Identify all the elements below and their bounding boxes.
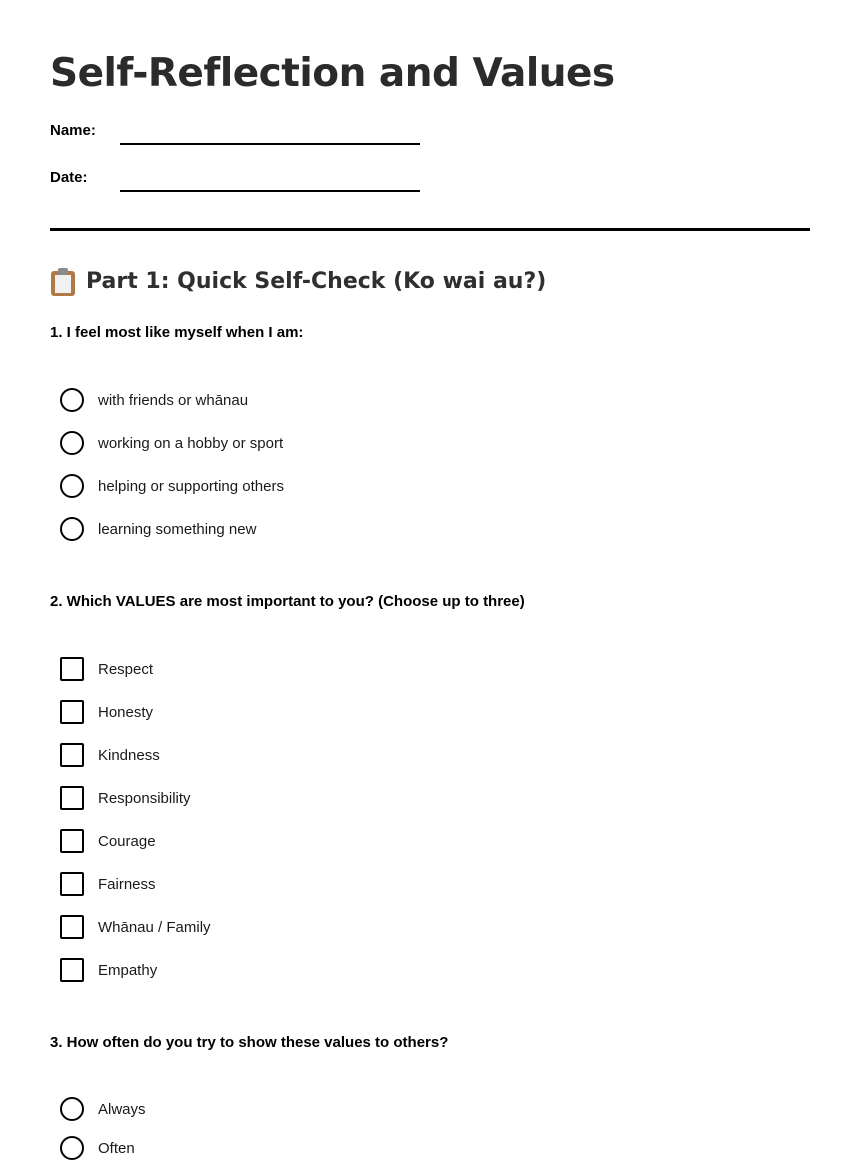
- checkbox[interactable]: [60, 657, 84, 681]
- radio-button[interactable]: [60, 1097, 84, 1121]
- checkbox[interactable]: [60, 958, 84, 982]
- option-label: helping or supporting others: [98, 477, 284, 495]
- checkbox[interactable]: [60, 915, 84, 939]
- option-label: Always: [98, 1100, 146, 1118]
- radio-button[interactable]: [60, 388, 84, 412]
- q2-option-7[interactable]: [60, 914, 211, 940]
- q3-option-1[interactable]: [60, 1096, 146, 1122]
- option-label: with friends or whānau: [98, 391, 249, 409]
- q2-option-2[interactable]: [60, 699, 153, 725]
- page-title: Self-Reflection and Values: [50, 51, 615, 96]
- radio-button[interactable]: [60, 431, 84, 455]
- radio-button[interactable]: [60, 517, 84, 541]
- question-3: 3. How often do you try to show these values to others?: [50, 1034, 449, 1051]
- checkbox[interactable]: [60, 829, 84, 853]
- part1-title: Part 1: Quick Self-Check (Ko wai au?): [86, 269, 547, 294]
- option-label: Fairness: [98, 875, 156, 893]
- option-label: Responsibility: [98, 789, 191, 807]
- q1-option-4[interactable]: [60, 516, 256, 542]
- q2-option-1[interactable]: [60, 656, 153, 682]
- q2-option-8[interactable]: [60, 957, 157, 983]
- option-label: learning something new: [98, 520, 257, 538]
- question-1: 1. I feel most like myself when I am:: [50, 324, 304, 341]
- name-input-line[interactable]: [120, 143, 420, 145]
- q1-option-1[interactable]: [60, 387, 248, 413]
- radio-button[interactable]: [60, 474, 84, 498]
- checkbox[interactable]: [60, 700, 84, 724]
- clipboard-icon: [50, 268, 76, 296]
- option-label: Empathy: [98, 961, 158, 979]
- option-label: Often: [98, 1139, 135, 1157]
- option-label: Courage: [98, 832, 156, 850]
- part1-heading: [50, 266, 546, 298]
- option-label: Honesty: [98, 703, 154, 721]
- q3-option-2[interactable]: [60, 1135, 135, 1161]
- q2-option-6[interactable]: [60, 871, 156, 897]
- question-2: 2. Which VALUES are most important to you? (Choose up to three): [50, 593, 525, 610]
- option-label: working on a hobby or sport: [98, 434, 284, 452]
- option-label: Whānau / Family: [98, 918, 211, 936]
- name-label: Name:: [50, 122, 96, 139]
- q2-option-5[interactable]: [60, 828, 156, 854]
- q1-option-2[interactable]: [60, 430, 283, 456]
- checkbox[interactable]: [60, 872, 84, 896]
- q1-option-3[interactable]: [60, 473, 284, 499]
- checkbox[interactable]: [60, 743, 84, 767]
- date-input-line[interactable]: [120, 190, 420, 192]
- radio-button[interactable]: [60, 1136, 84, 1160]
- option-label: Respect: [98, 660, 154, 678]
- section-divider: [50, 228, 810, 231]
- option-label: Kindness: [98, 746, 160, 764]
- q2-option-4[interactable]: [60, 785, 191, 811]
- date-label: Date:: [50, 169, 88, 186]
- q2-option-3[interactable]: [60, 742, 160, 768]
- checkbox[interactable]: [60, 786, 84, 810]
